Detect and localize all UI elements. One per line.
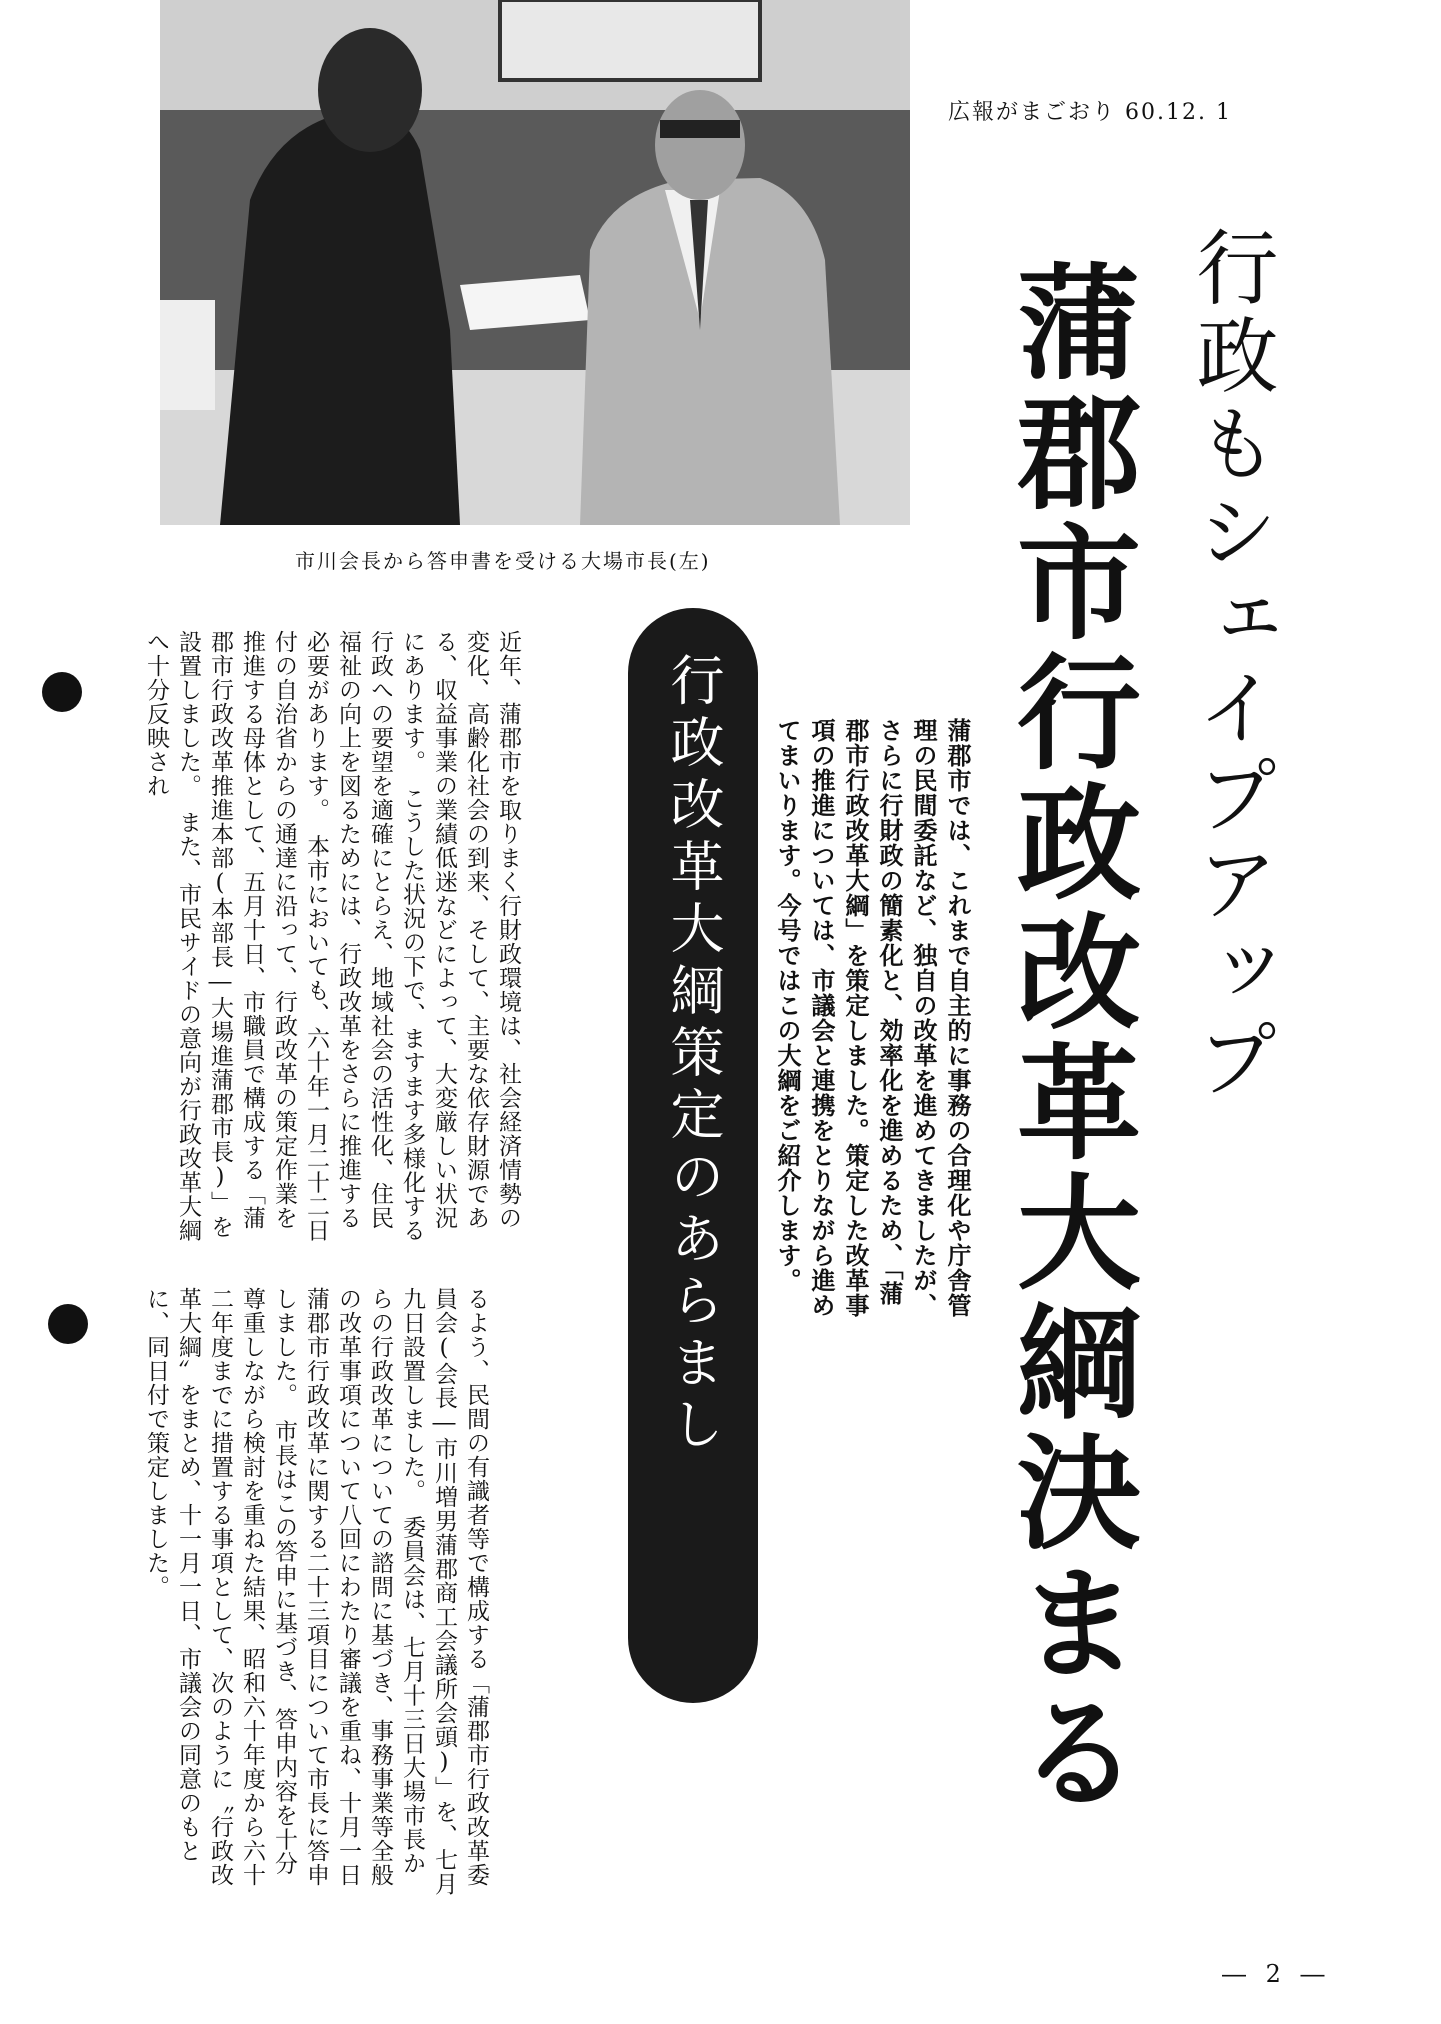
main-headline: 蒲郡市行政改革大綱決まる (996, 258, 1140, 1818)
lead-paragraph: 蒲郡市では、これまで自主的に事務の合理化や庁舎管理の民間委託など、独自の改革を進めてきましたが、さらに行財政の簡素化と、効率化を進めるため、「蒲郡市行政改革大綱」を策定しました。策定した改革事項の推進については、市議会と連携をとりながら進めてまいります。今号ではこの大綱をご紹介します。 (773, 718, 971, 1318)
body-text-upper: 近年、蒲郡市を取りまく行財政環境は、社会経済情勢の変化、高齢化社会の到来、そして、主要な依存財源である、収益事業の業績低迷などによって、大変厳しい状況にあります。 こうした状況の下で、ますます多様化する行政への要望を適確にとらえ、地域社会の活性化、住民福祉の向上を図るためには、行政改革をさらに推進する必要があります。 本市においても、六十年一月二十二日付の自治省からの通達に沿って、行政改革の策定作業を推進する母体として、五月十日、市職員で構成する「蒲郡市行政改革推進本部(本部長―大場進蒲郡市長)」を設置しました。 また、市民サイドの意向が行政改革大綱へ十分反映され (143, 630, 521, 1243)
subtitle-text: 行政改革大綱策定のあらまし (662, 652, 725, 1458)
photo-caption: 市川会長から答申書を受ける大場市長(左) (295, 549, 711, 573)
binder-hole-top (42, 672, 82, 712)
ceremony-photo-illustration (160, 0, 910, 525)
publication-header: 広報がまごおり 60.12. 1 (948, 100, 1232, 125)
binder-hole-bottom (48, 1304, 88, 1344)
page-number: ― 2 ― (1222, 1960, 1331, 1988)
title-tagline: 行政もシェイプアップ (1183, 225, 1278, 1105)
ceremony-photo (160, 0, 910, 525)
body-text-lower: るよう、民間の有識者等で構成する「蒲郡市行政改革委員会(会長―市川増男蒲郡商工会議所会頭)」を、七月九日設置しました。 委員会は、七月十三日大場市長からの行政改革についての諮問に基づき、事務事業等全般の改革事項について八回にわたり審議を重ね、十月一日蒲郡市行政改革に関する二十三項目について市長に答申しました。 市長はこの答申に基づき、答申内容を十分尊重しながら検討を重ねた結果、昭和六十年度から六十二年度までに措置する事項として、次のように〝行政改革大綱〟をまとめ、十一月一日、市議会の同意のもとに、同日付で策定しました。 (143, 1287, 489, 1896)
subtitle-banner (628, 608, 758, 1703)
